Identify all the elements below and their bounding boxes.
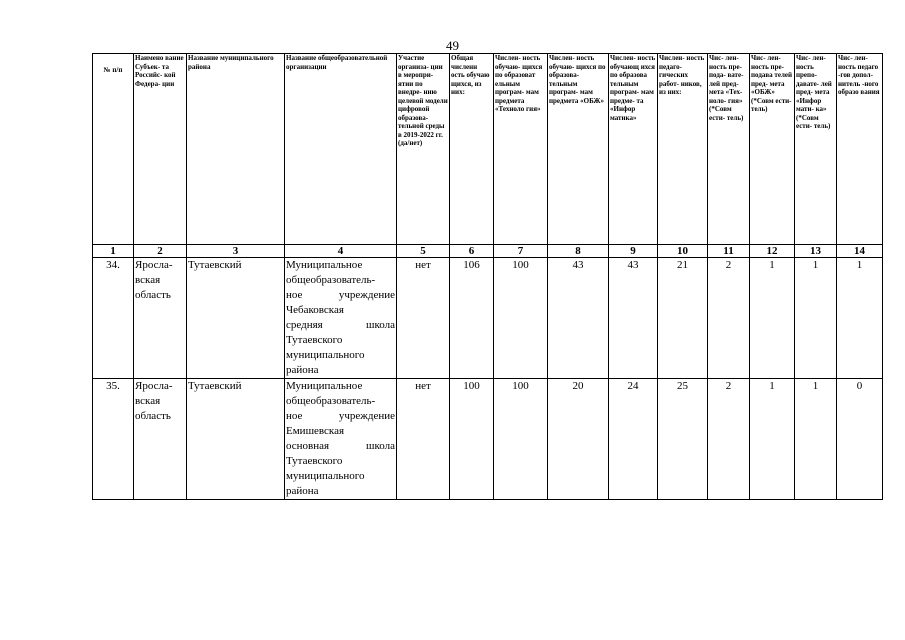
column-number: 10 <box>658 245 708 258</box>
organization-cell <box>285 258 397 379</box>
informatics-students-cell: 43 <box>609 258 658 379</box>
header-cell-tech-students: Числен- ность обучаю- щихся по образоват ельным програм- мам предмета «Техноло гия» <box>494 54 548 245</box>
informatics-teachers-cell: 1 <box>795 258 837 379</box>
organization-line: основная школа <box>286 440 395 452</box>
obzh-teachers-cell: 1 <box>750 379 795 500</box>
header-cell-obzh-students: Числен- ность обучаю- щихся по образова- тельным програм- мам предмета «ОБЖ» <box>548 54 609 245</box>
region-line: область <box>135 410 171 422</box>
informatics-teachers-cell: 1 <box>795 379 837 500</box>
header-cell-obzh-teachers: Чис- лен- ность пре- подава телей пред- мета «ОБЖ» (*Совм ести- тель) <box>750 54 795 245</box>
header-row <box>93 54 883 245</box>
organization-line: общеобразователь- <box>286 274 376 286</box>
column-number: 11 <box>708 245 750 258</box>
extra-edu-teachers-cell: 0 <box>837 379 883 500</box>
teachers-total-cell: 25 <box>658 379 708 500</box>
schools-table <box>92 53 883 500</box>
participation-cell: нет <box>397 379 450 500</box>
column-number: 13 <box>795 245 837 258</box>
organization-line: муниципального <box>286 349 365 361</box>
region-line: вская <box>135 395 161 407</box>
obzh-students-cell: 20 <box>548 379 609 500</box>
teachers-total-cell: 21 <box>658 258 708 379</box>
organization-line: Муниципальное <box>286 259 363 271</box>
column-number: 8 <box>548 245 609 258</box>
column-number-row <box>93 245 883 258</box>
column-number: 6 <box>450 245 494 258</box>
header-cell-informatics-teachers: Чис- лен- ность препо- давате- лей пред- мета «Инфор мати- ка» (*Совм ести- тель) <box>795 54 837 245</box>
organization-line: муниципального <box>286 470 365 482</box>
region-cell <box>134 379 187 500</box>
organization-line: Емишевская <box>286 425 345 437</box>
column-number: 4 <box>285 245 397 258</box>
region-line: Яросла- <box>135 259 173 271</box>
header-cell-informatics-students: Числен- ность обучающ ихся по образова тельным програм- мам предме- та «Инфор матика» <box>609 54 658 245</box>
column-number: 14 <box>837 245 883 258</box>
total-students-cell: 100 <box>450 379 494 500</box>
organization-line: общеобразователь- <box>286 395 376 407</box>
region-line: вская <box>135 274 161 286</box>
organization-line: ное учреждение <box>286 410 395 422</box>
column-number: 2 <box>134 245 187 258</box>
row-number: 34. <box>93 258 134 379</box>
participation-cell: нет <box>397 258 450 379</box>
column-number: 3 <box>187 245 285 258</box>
column-number: 1 <box>93 245 134 258</box>
row-number: 35. <box>93 379 134 500</box>
organization-line: Тутаевского <box>286 334 343 346</box>
table-row <box>93 379 883 500</box>
obzh-teachers-cell: 1 <box>750 258 795 379</box>
header-cell-extra-edu-teachers: Чис- лен- ность педаго -гов допол- нитель -ного образо вания <box>837 54 883 245</box>
column-number: 7 <box>494 245 548 258</box>
column-number: 5 <box>397 245 450 258</box>
organization-cell <box>285 379 397 500</box>
tech-teachers-cell: 2 <box>708 379 750 500</box>
header-cell-organization: Название общеобразовательной организации <box>285 54 397 245</box>
header-cell-district: Название муниципального района <box>187 54 285 245</box>
organization-line: Муниципальное <box>286 380 363 392</box>
column-number: 12 <box>750 245 795 258</box>
organization-line: района <box>286 485 319 497</box>
header-cell-tech-teachers: Чис- лен- ность пре- пода- вате- лей пред- мета «Тех- ноло- гия» (*Совм ести- тель) <box>708 54 750 245</box>
table-row <box>93 258 883 379</box>
tech-teachers-cell: 2 <box>708 258 750 379</box>
extra-edu-teachers-cell: 1 <box>837 258 883 379</box>
tech-students-cell: 100 <box>494 258 548 379</box>
page-number: 49 <box>446 38 459 53</box>
obzh-students-cell: 43 <box>548 258 609 379</box>
organization-line: Тутаевского <box>286 455 343 467</box>
organization-line: района <box>286 364 319 376</box>
organization-line: Чебаковская <box>286 304 344 316</box>
region-cell <box>134 258 187 379</box>
header-cell-region: Наимено вание Субъек- та Российс- кой Федера- ции <box>134 54 187 245</box>
organization-line: средняя школа <box>286 319 395 331</box>
header-cell-total-students: Общая численн ость обучаю щихся, из них: <box>450 54 494 245</box>
tech-students-cell: 100 <box>494 379 548 500</box>
organization-line: ное учреждение <box>286 289 395 301</box>
region-line: Яросла- <box>135 380 173 392</box>
district-cell: Тутаевский <box>187 258 285 379</box>
region-line: область <box>135 289 171 301</box>
header-cell-teachers-total: Числен- ность педаго- гических работ- ников, из них: <box>658 54 708 245</box>
informatics-students-cell: 24 <box>609 379 658 500</box>
district-cell: Тутаевский <box>187 379 285 500</box>
total-students-cell: 106 <box>450 258 494 379</box>
header-cell-participation: Участие организа- ции в меропри- ятии по внедре- нию целевой модели цифровой образова- тельной среды в 2019-2022 гг. (да/нет) <box>397 54 450 245</box>
header-cell-number: № п/п <box>93 54 134 245</box>
column-number: 9 <box>609 245 658 258</box>
